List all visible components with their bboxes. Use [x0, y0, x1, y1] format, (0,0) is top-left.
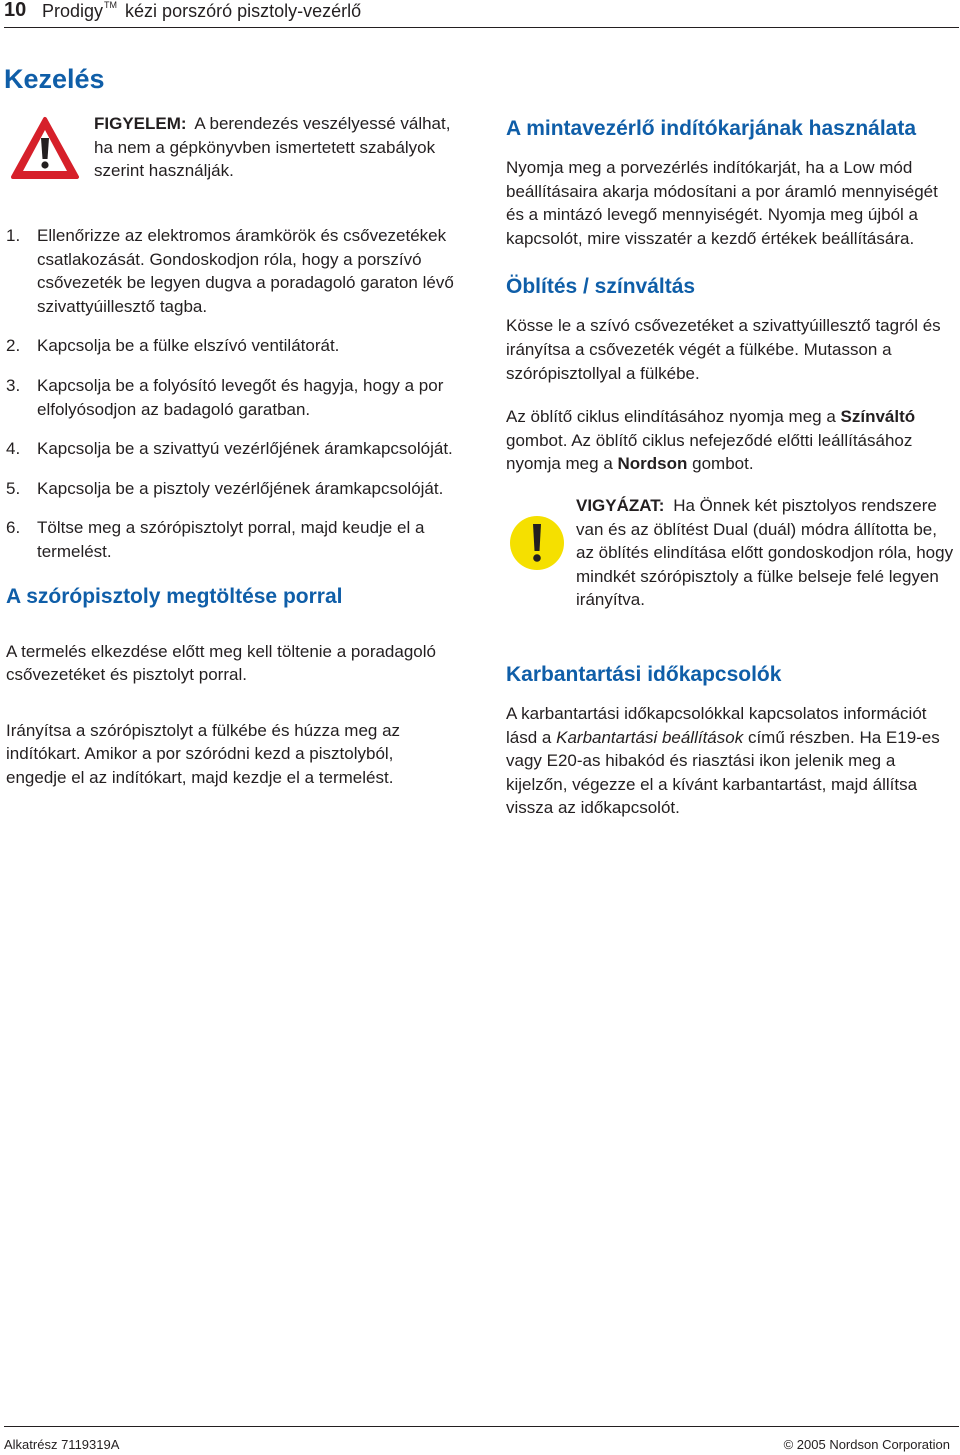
step-item: [6, 224, 456, 318]
step-text: Kapcsolja be a pisztoly vezérlőjének áramkapcsolóját.: [37, 478, 444, 498]
steps-list: [6, 224, 456, 564]
step-number: 3.: [6, 375, 21, 395]
footer-divider: [4, 1426, 959, 1427]
step-number: 2.: [6, 336, 21, 356]
maint-reference: Karbantartási beállítások: [556, 727, 744, 747]
purge-paragraph-2: [506, 405, 956, 476]
step-item: [6, 477, 456, 501]
trademark-mark: TM: [104, 0, 118, 10]
warning-text-block: [94, 112, 464, 183]
step-item: [6, 374, 456, 421]
right-column: [506, 112, 956, 838]
caution-icon: [508, 514, 566, 579]
caution-text-block: [576, 494, 956, 612]
left-column: [6, 112, 456, 808]
trigger-section-heading: A mintavezérlő indítókarjának használata: [506, 117, 917, 140]
step-number: 4.: [6, 439, 21, 459]
caution-lead: VIGYÁZAT:: [576, 495, 665, 515]
header-subtitle: kézi porszóró pisztoly-vezérlő: [125, 1, 362, 21]
step-text: Ellenőrizze az elektromos áramkörök és csővezetékek csatlakozását. Gondoskodjon róla, hogy a porszívó csővezeték be legyen dugva a poradagoló garaton lévő szivattyúillesztő tagba.: [37, 226, 454, 316]
fill-section-heading: A szórópisztoly megtöltése porral: [6, 584, 343, 608]
purge-paragraph-1: Kösse le a szívó csővezetéket a szivattyúillesztő tagról és irányítsa a csővezeték végét a fülkébe. Mutasson a szórópisztollyal a fülkébe.: [506, 316, 941, 383]
purge-text-e: gombot.: [692, 454, 754, 474]
warning-lead: FIGYELEM:: [94, 114, 187, 133]
step-item: [6, 437, 456, 461]
maint-text-a: A karbantartási időkapcsolókkal kapcsolatos információt lásd a: [506, 703, 927, 747]
step-text: Kapcsolja be a szivattyú vezérlőjének áramkapcsolóját.: [37, 439, 453, 459]
color-change-button-name: Színváltó: [840, 407, 916, 427]
step-number: 5.: [6, 478, 21, 498]
header-product-name: Prodigy: [42, 1, 104, 21]
maintenance-section-heading: Karbantartási időkapcsolók: [506, 662, 782, 686]
maintenance-paragraph: [506, 702, 956, 820]
step-number: 1.: [6, 226, 21, 245]
page-title: Kezelés: [4, 64, 105, 94]
fill-paragraph-2: Irányítsa a szórópisztolyt a fülkébe és húzza meg az indítókart. Amikor a por szóródni kezd a pisztolyból, engedje el az indítókart, majd kezdje el a termelést.: [6, 720, 401, 787]
footer-part-number: Alkatrész 7119319A: [4, 1437, 120, 1452]
header-title: [42, 0, 361, 22]
caution-notice: [506, 494, 956, 654]
nordson-button-name: Nordson: [617, 454, 688, 474]
purge-section-heading: Öblítés / színváltás: [506, 275, 696, 299]
purge-text-a: Az öblítő ciklus elindításához nyomja meg a: [506, 407, 836, 427]
step-item: [6, 334, 456, 358]
step-text: Kapcsolja be a folyósító levegőt és hagyja, hogy a por elfolyósodjon az badagoló garatban.: [37, 375, 444, 419]
footer-copyright: © 2005 Nordson Corporation: [783, 1437, 950, 1452]
header-divider: [4, 27, 959, 28]
caution-text: Ha Önnek két pisztolyos rendszere van és az öblítést Dual (duál) módra állította be, az öblítés elindítása előtt gondoskodjon róla, hogy mindkét szórópisztoly a fülke belseje felé legyen irányítva.: [576, 495, 954, 610]
warning-triangle-icon: [10, 116, 80, 187]
maint-text-c: című részben. Ha E19-es vagy E20-as hibakód és riasztási ikon jelenik meg a kijelzőn, végezze el a kívánt karbantartást, majd állítsa vissza az időkapcsolót.: [506, 727, 940, 818]
step-number: 6.: [6, 518, 21, 538]
fill-paragraph-1: A termelés elkezdése előtt meg kell töltenie a poradagoló csővezetéket és pisztolyt porral.: [6, 641, 436, 685]
warning-notice: [6, 112, 456, 208]
page-header: [4, 0, 959, 25]
step-text: Töltse meg a szórópisztolyt porral, majd keudje el a termelést.: [37, 518, 425, 561]
page-number: 10: [4, 0, 27, 21]
purge-text-c: gombot. Az öblítő ciklus nefejeződé előtti leállításához nyomja meg a: [506, 430, 913, 474]
step-text: Kapcsolja be a fülke elszívó ventilátorát.: [37, 336, 340, 356]
step-item: [6, 516, 456, 563]
warning-text: A berendezés veszélyessé válhat, ha nem a gépkönyvben ismertetett szabályok szerint használják.: [94, 114, 451, 181]
trigger-paragraph: Nyomja meg a porvezérlés indítókarját, ha a Low mód beállításaira akarja módosítani a por áramló mennyiségét és a mintázó levegő mennyiségét. Nyomja meg újból a kapcsolót, mire visszatér a kezdő értékek beállítására.: [506, 158, 938, 248]
